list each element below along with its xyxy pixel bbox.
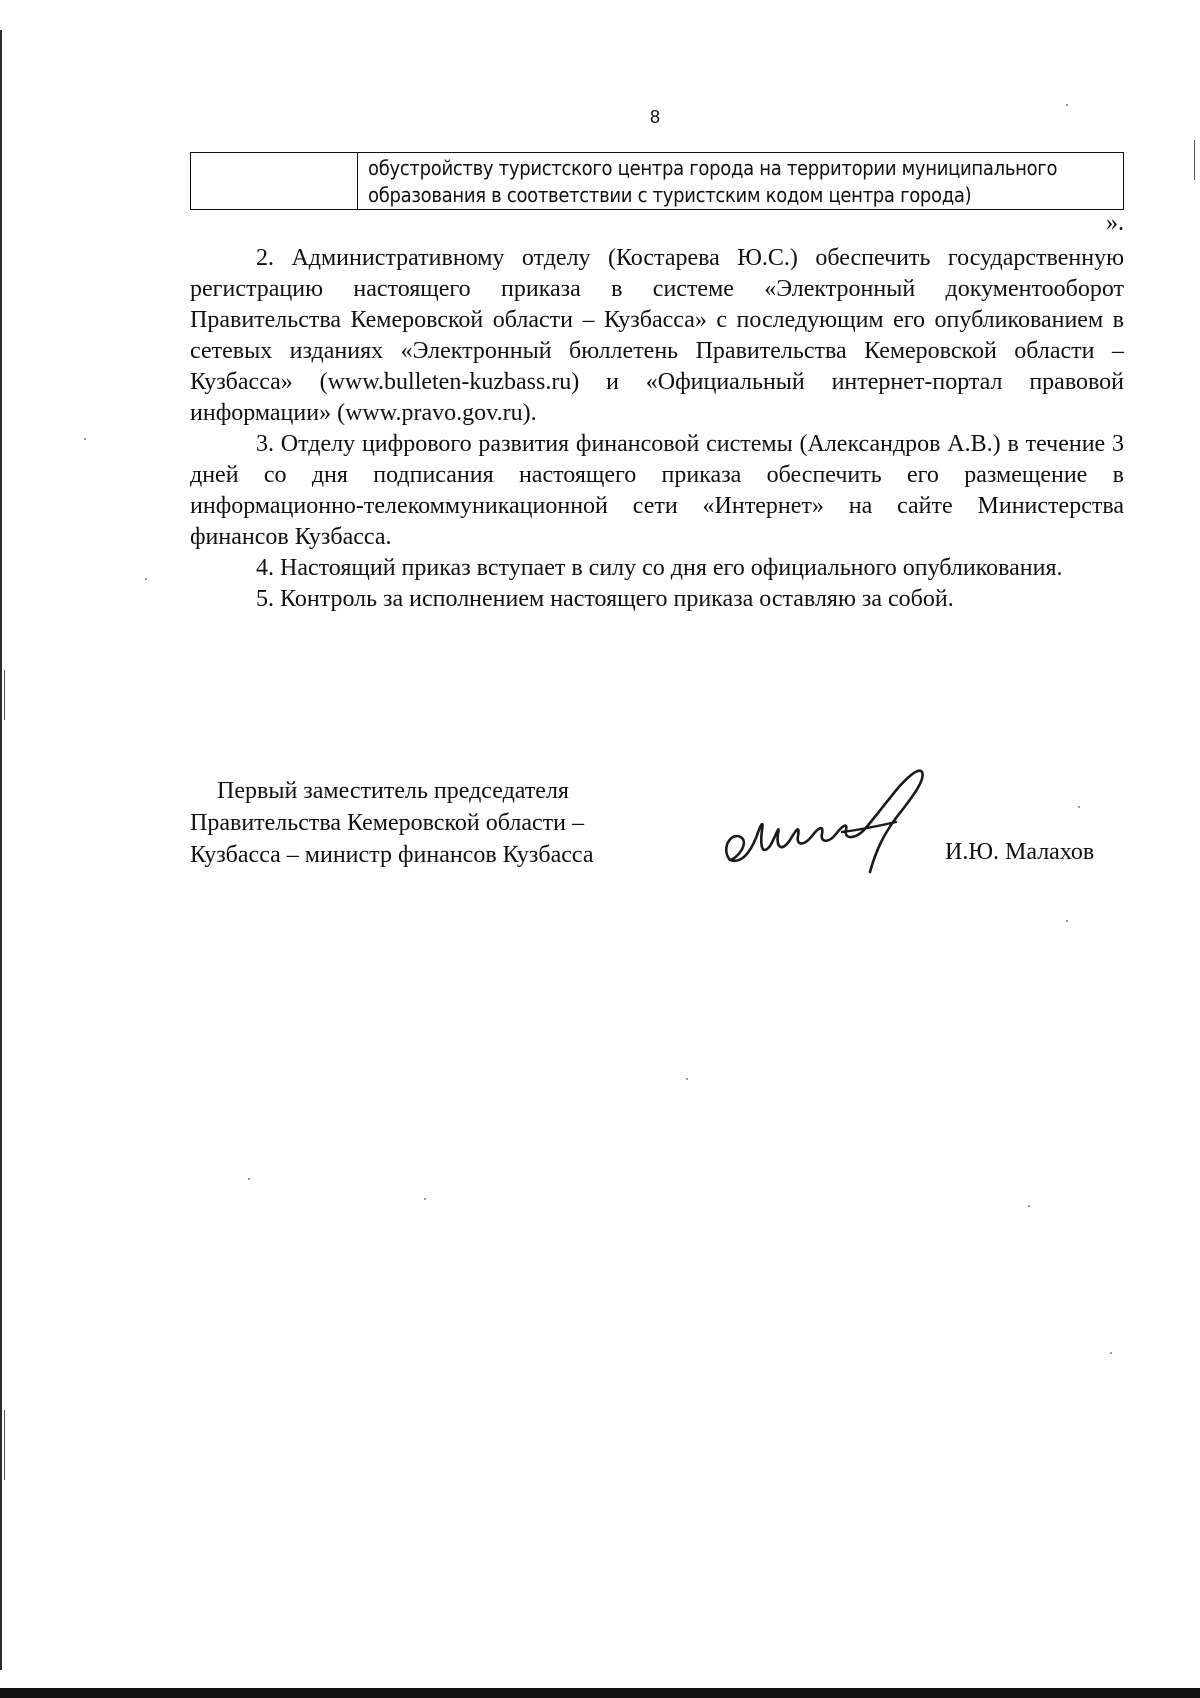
paragraph-2: 2. Административному отделу (Костарева Ю.С.) обеспечить государственную регистрацию настоящего приказа в системе «Электронный документооборот Правительства Кемеровской области – Кузбасса» с последующим его опубликованием в сетевых изданиях «Электронный бюллетень Правительства Кемеровской области – Кузбасса» (www.bulleten-kuzbass.ru) и «Официальный интернет-портал правовой информации» (www.pravo.gov.ru). [190,245,1124,426]
scan-mark [4,670,5,720]
scan-speck [424,1198,426,1200]
page-number: 8 [649,107,660,127]
scan-speck [1066,104,1068,106]
scan-edge-left [0,30,2,1670]
signatory-name: И.Ю. Малахов [945,839,1095,865]
scan-speck [248,1178,250,1180]
paragraph-4: 4. Настоящий приказ вступает в силу со дня его официального опубликования. [256,555,1063,581]
scan-edge-bottom [0,1688,1200,1698]
table-continuation [190,152,1124,210]
table-cell-text [358,153,1124,210]
closing-quote: ». [1106,210,1124,236]
table-cell-empty [191,153,358,210]
scan-speck [1066,920,1068,922]
scan-speck [1028,1205,1030,1207]
document-body [190,243,1124,615]
signatory-title-line: Правительства Кемеровской области – [190,810,584,836]
scan-speck [1110,1352,1112,1354]
signatory-title-line: Кузбасса – министр финансов Кузбасса [190,842,594,868]
scan-speck [145,578,147,580]
handwritten-signature [720,760,940,880]
signatory-title-line: Первый заместитель председателя [217,778,569,804]
paragraph-3: 3. Отделу цифрового развития финансовой системы (Александров А.В.) в течение 3 дней со дня подписания настоящего приказа обеспечить его размещение в информационно-телекоммуникационной сети «Интернет» на сайте Министерства финансов Кузбасса. [190,431,1124,550]
table-cell-line: образования в соответствии с туристским кодом центра города) [368,183,972,207]
scan-speck [84,438,86,440]
scan-mark [1194,140,1195,180]
scan-speck [686,1078,688,1080]
paragraph-5: 5. Контроль за исполнением настоящего приказа оставляю за собой. [256,586,954,612]
table-row [191,153,1124,210]
table-cell-line: обустройству туристского центра города на территории муниципального [368,156,1058,180]
signatory-title [190,775,670,871]
scan-mark [4,1410,5,1480]
scan-speck [1078,806,1080,808]
